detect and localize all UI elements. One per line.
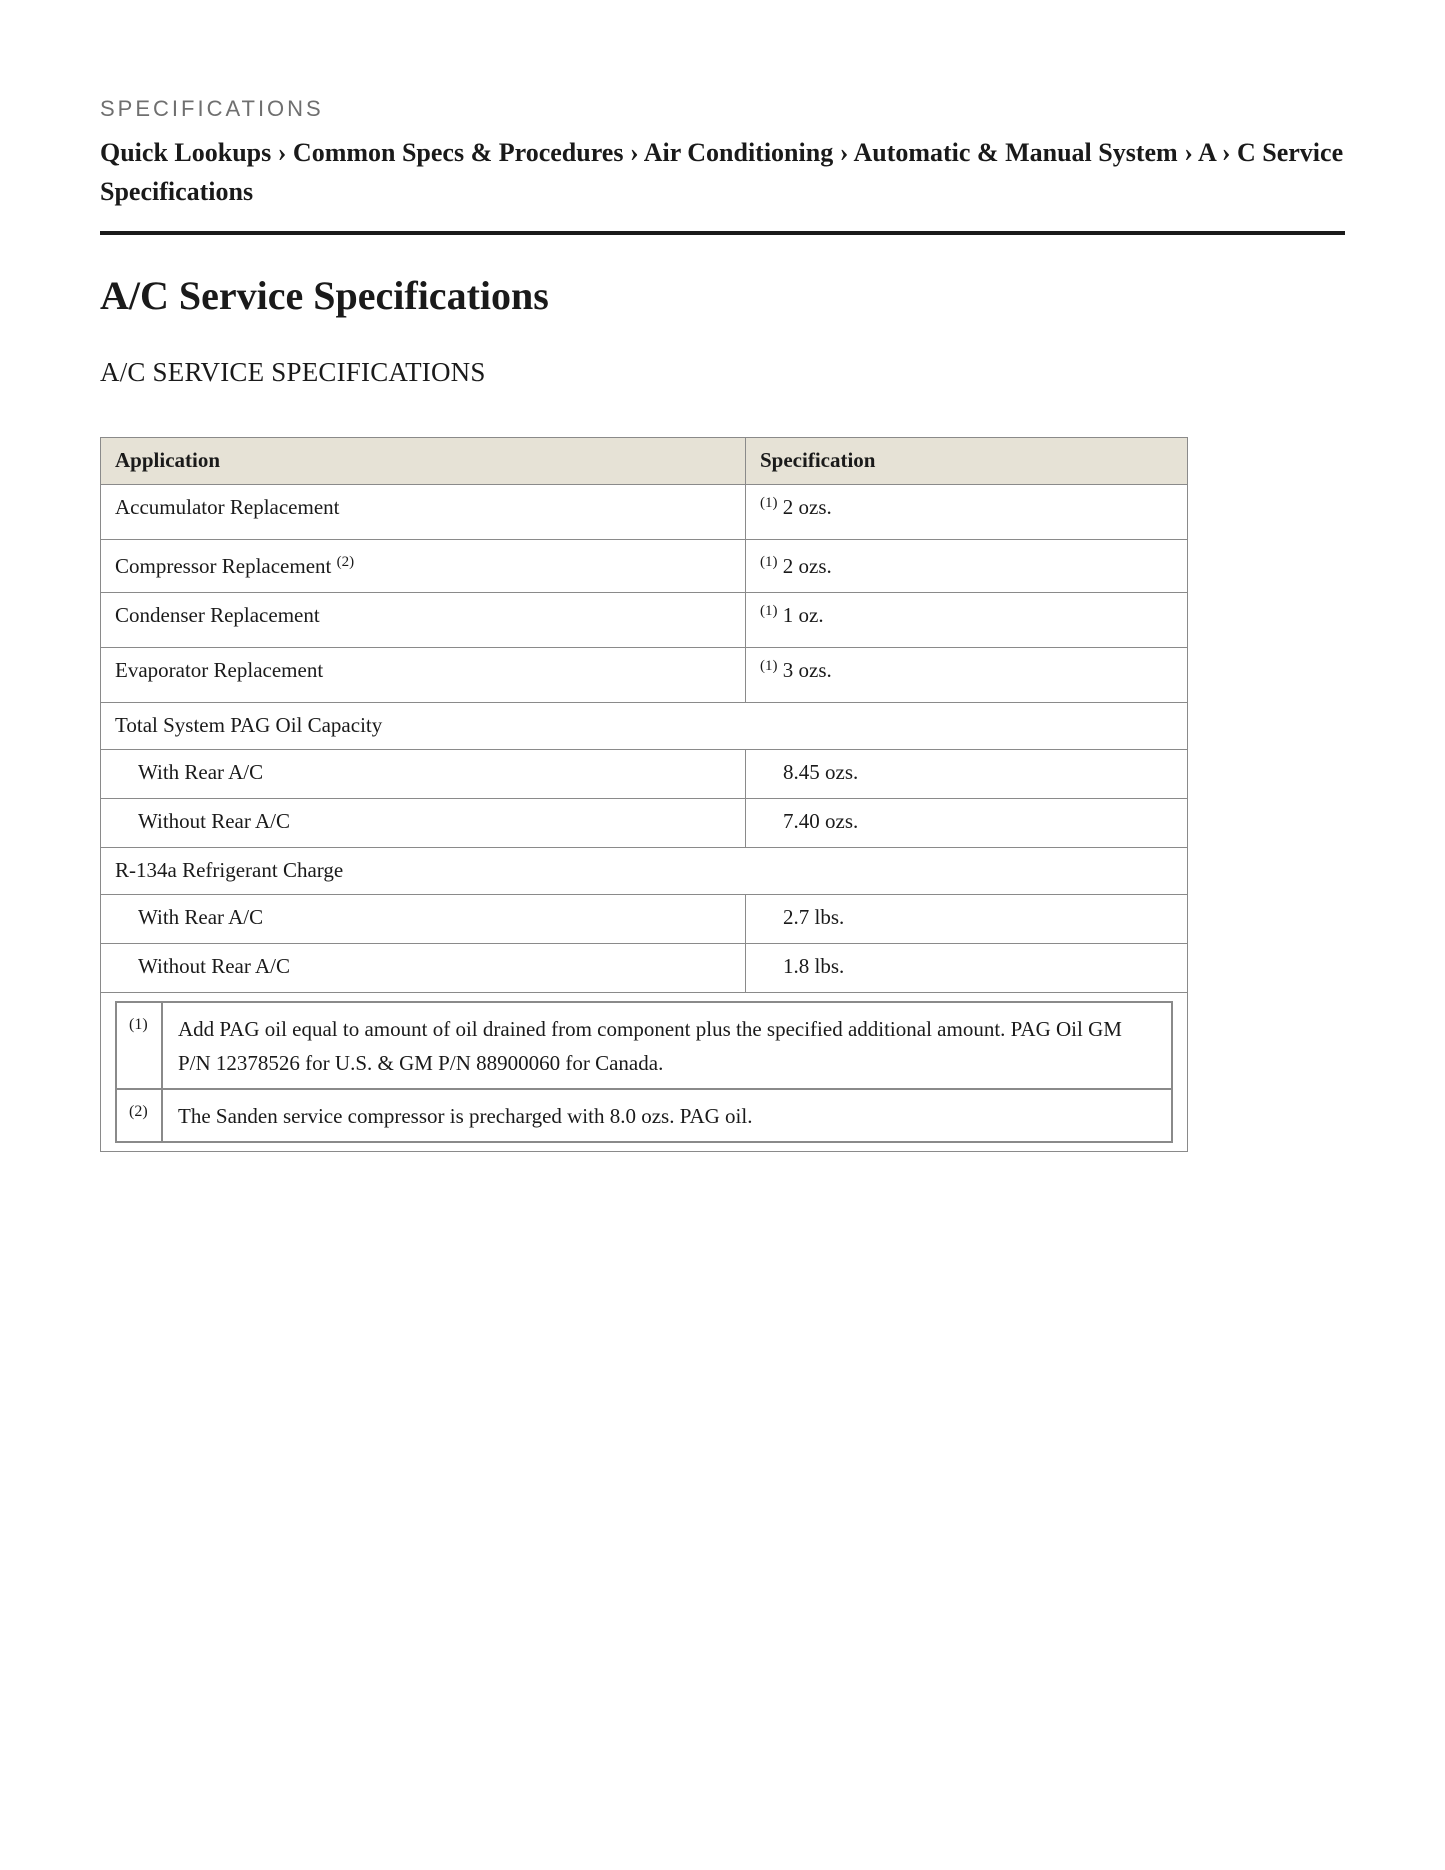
table-row xyxy=(101,648,1188,703)
breadcrumb-separator: › xyxy=(839,138,849,167)
footnote xyxy=(116,1002,1172,1089)
breadcrumb-item[interactable]: Common Specs & Procedures xyxy=(292,138,624,167)
column-header-specification: Specification xyxy=(746,438,1188,485)
footnote-ref[interactable]: (1) xyxy=(760,658,778,674)
application-cell: Without Rear A/C xyxy=(101,944,746,993)
table-section-row xyxy=(101,703,1188,750)
breadcrumb xyxy=(100,133,1345,235)
footnote xyxy=(116,1089,1172,1142)
breadcrumb-item-current: C Service Specifications xyxy=(100,138,1344,206)
footnotes-row xyxy=(101,993,1188,1152)
application-cell: Without Rear A/C xyxy=(101,799,746,848)
footnotes-cell xyxy=(101,993,1188,1152)
section-title: A/C SERVICE SPECIFICATIONS xyxy=(100,357,486,387)
footnote-ref[interactable]: (2) xyxy=(336,554,355,570)
footnote-mark: (1) xyxy=(116,1002,162,1089)
footnote-text: The Sanden service compressor is precharged with 8.0 ozs. PAG oil. xyxy=(162,1089,1172,1142)
spec-cell: $^{(1)}$ 2 ozs. xyxy=(746,540,1188,593)
spec-cell: 2.7 lbs. xyxy=(746,895,1188,944)
footnote-text: Add PAG oil equal to amount of oil drained from component plus the specified additional amount. PAG Oil GM P/N 12378526 for U.S. & GM P/N 88900060 for Canada. xyxy=(162,1002,1172,1089)
table-row xyxy=(101,485,1188,540)
spec-cell: 8.45 ozs. xyxy=(746,750,1188,799)
page-title: A/C Service Specifications xyxy=(100,273,549,318)
breadcrumb-item[interactable]: Air Conditioning xyxy=(643,138,834,167)
spec-cell: $^{(1)}$ 2 ozs. xyxy=(746,485,1188,540)
footnote-mark: (2) xyxy=(116,1089,162,1142)
footnotes-table xyxy=(115,1001,1173,1143)
document xyxy=(100,95,1345,1152)
table-section-row xyxy=(101,848,1188,895)
breadcrumb-separator: › xyxy=(1184,138,1193,167)
spec-cell: 7.40 ozs. xyxy=(746,799,1188,848)
spec-cell: $^{(1)}$ 1 oz. xyxy=(746,593,1188,648)
breadcrumb-item[interactable]: A xyxy=(1197,138,1216,167)
table-row xyxy=(101,944,1188,993)
application-cell: With Rear A/C xyxy=(101,895,746,944)
spec-table xyxy=(100,437,1188,1152)
table-row xyxy=(101,799,1188,848)
application-cell: With Rear A/C xyxy=(101,750,746,799)
application-cell: Accumulator Replacement xyxy=(101,485,746,540)
breadcrumb-separator: › xyxy=(1221,138,1231,167)
breadcrumb-item[interactable]: Automatic & Manual System xyxy=(853,138,1178,167)
breadcrumb-separator: › xyxy=(277,138,287,167)
spec-cell: 1.8 lbs. xyxy=(746,944,1188,993)
table-row xyxy=(101,750,1188,799)
section-label-cell: Total System PAG Oil Capacity xyxy=(101,703,1188,750)
footnote-ref[interactable]: (1) xyxy=(760,603,778,619)
table-row xyxy=(101,540,1188,593)
table-row xyxy=(101,593,1188,648)
section-label-cell: R-134a Refrigerant Charge xyxy=(101,848,1188,895)
breadcrumb-separator: › xyxy=(629,138,639,167)
application-cell: Evaporator Replacement xyxy=(101,648,746,703)
footnote-ref[interactable]: (1) xyxy=(760,495,778,511)
table-header-row xyxy=(101,438,1188,485)
application-cell: Compressor Replacement $^{(2)}$ xyxy=(101,540,746,593)
application-cell: Condenser Replacement xyxy=(101,593,746,648)
column-header-application: Application xyxy=(101,438,746,485)
table-row xyxy=(101,895,1188,944)
breadcrumb-item[interactable]: Quick Lookups xyxy=(100,138,272,167)
footnote-ref[interactable]: (1) xyxy=(760,554,778,570)
spec-cell: $^{(1)}$ 3 ozs. xyxy=(746,648,1188,703)
section-eyebrow: SPECIFICATIONS xyxy=(100,96,324,121)
